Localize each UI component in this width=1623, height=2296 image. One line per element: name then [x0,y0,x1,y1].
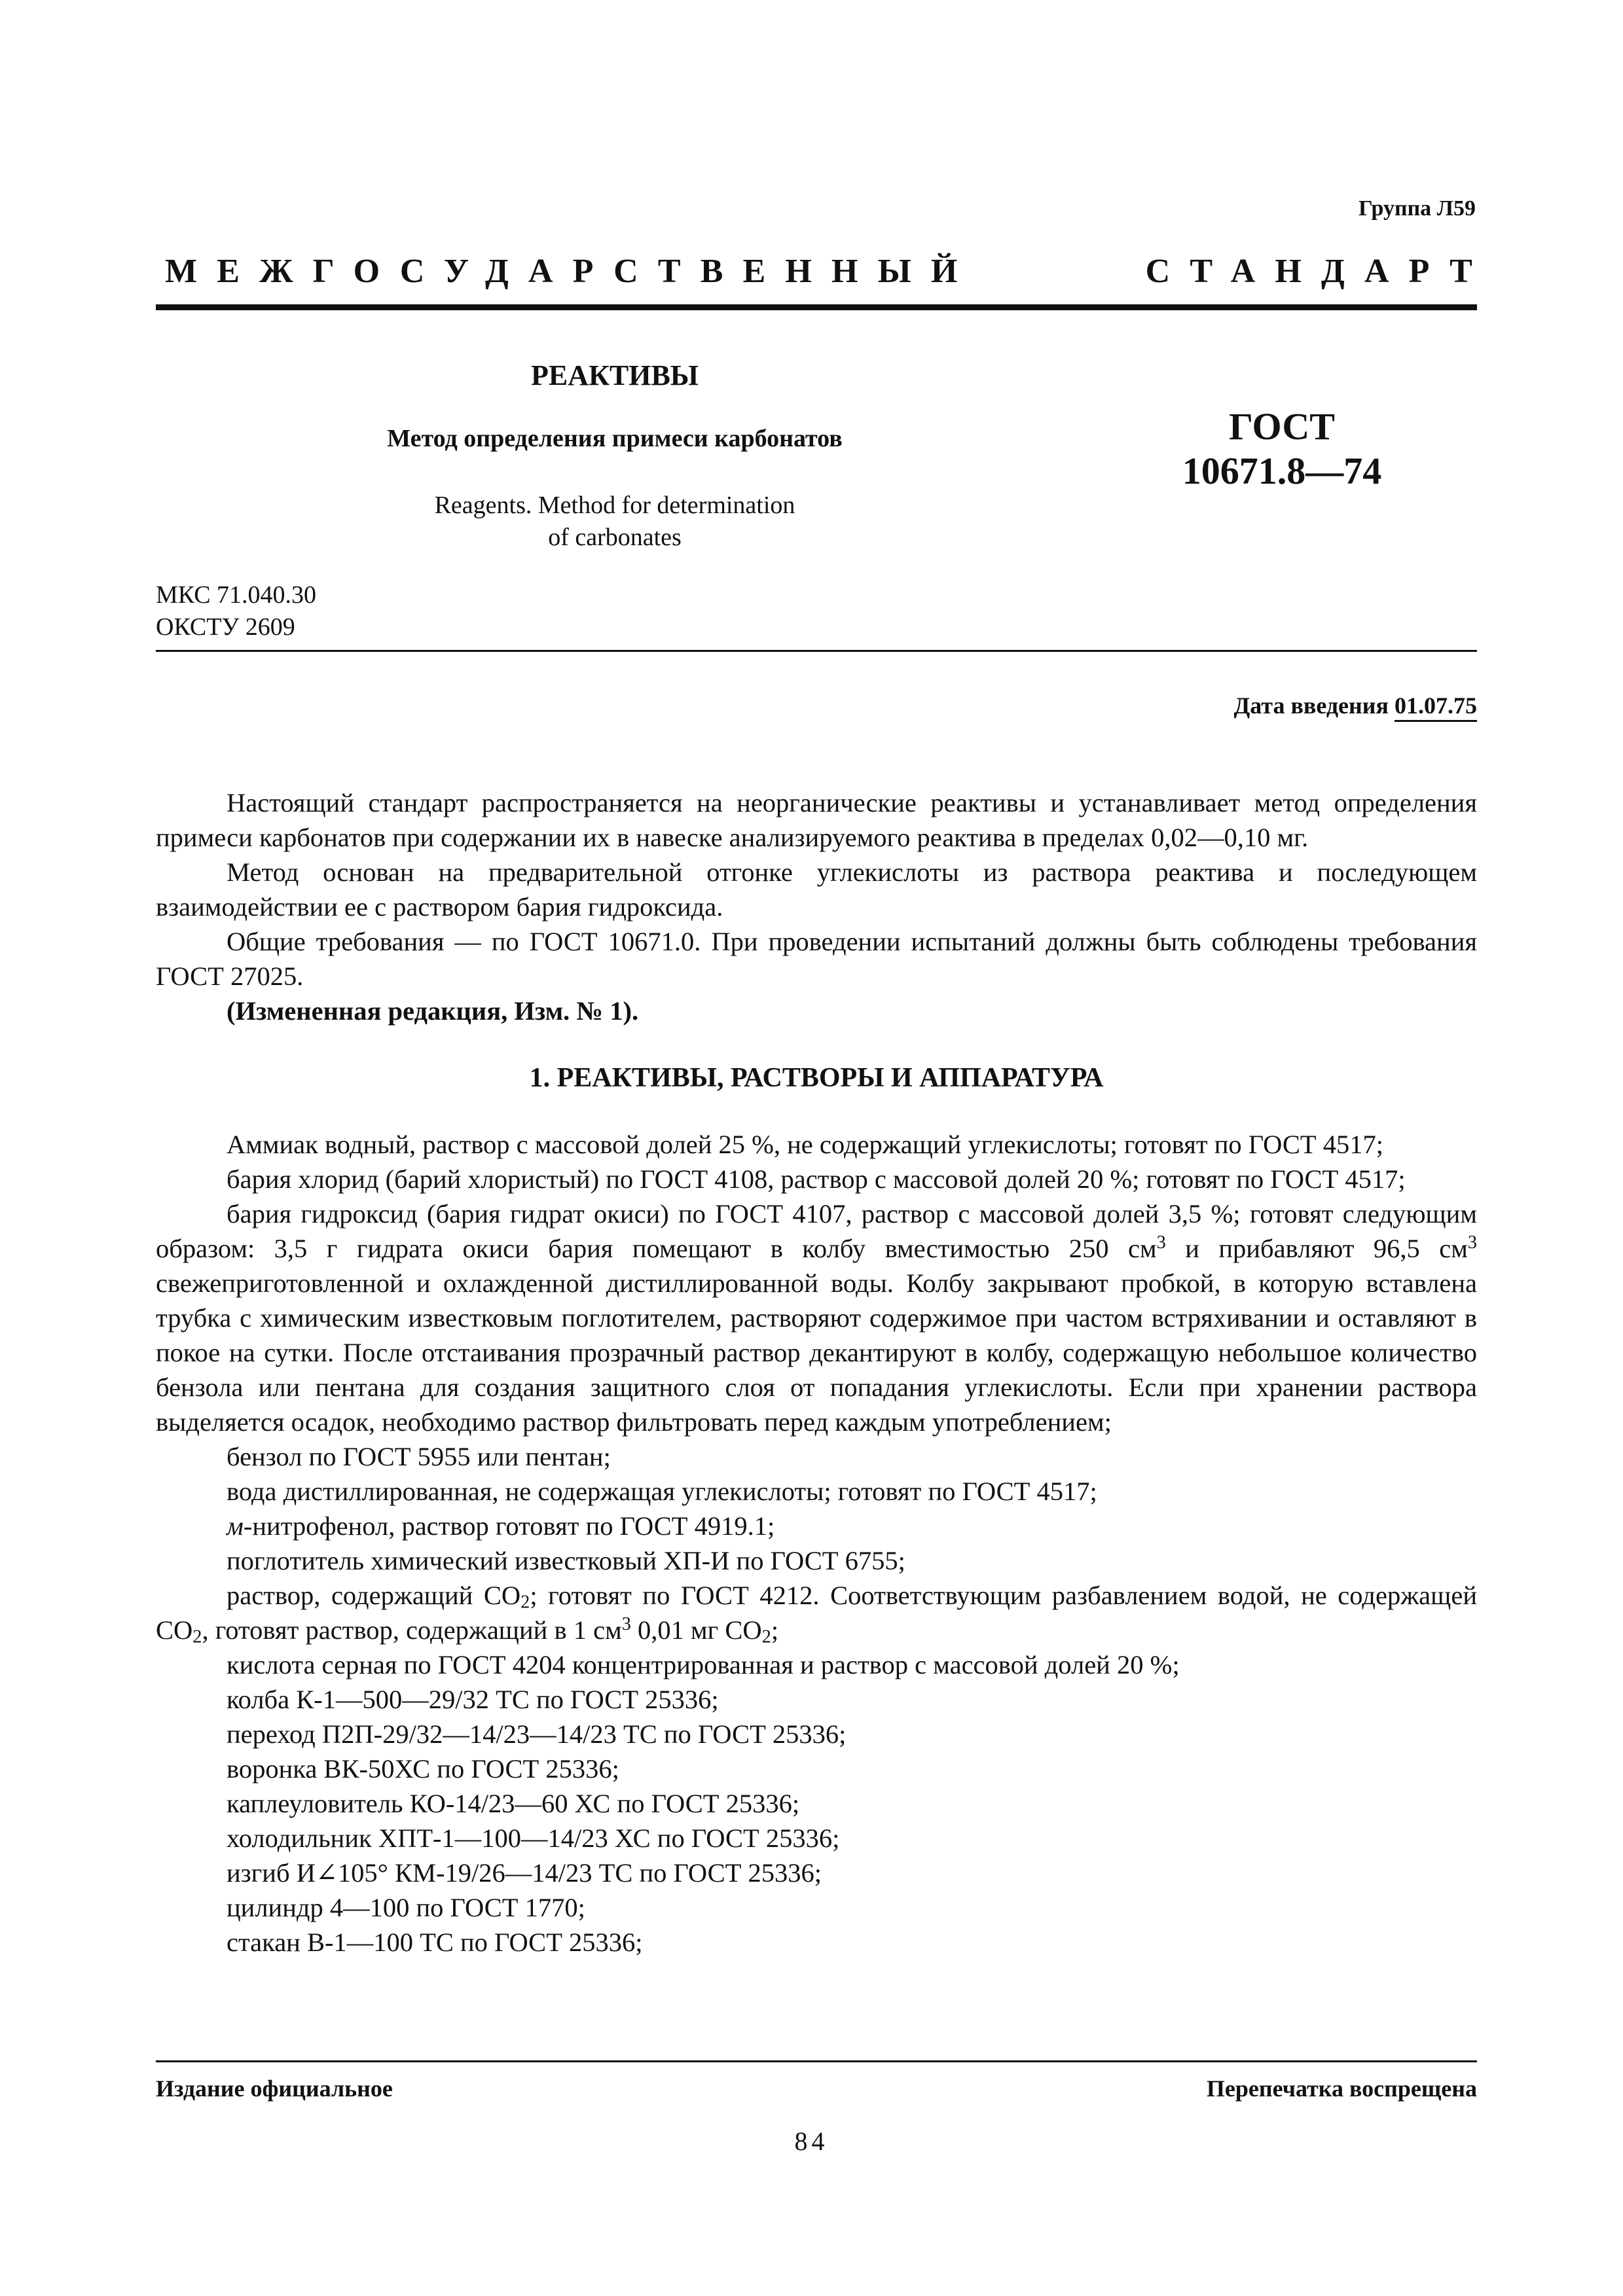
list-item: кислота серная по ГОСТ 4204 концентрированная и раствор с массовой долей 20 %; [227,1650,1180,1679]
superscript: 3 [1467,1232,1477,1253]
list-item: воронка ВК-50ХС по ГОСТ 25336; [227,1754,619,1784]
list-item: колба К-1—500—29/32 ТС по ГОСТ 25336; [227,1685,719,1714]
middle-rule [156,650,1477,652]
document-subtitle: Метод определения примеси карбонатов [387,425,843,452]
text-run: ; готовят по ГОСТ 4212. Соответствующим разбавлением водой, не содержащей СО [156,1581,1477,1645]
english-title-line2: of carbonates [548,523,682,551]
section-heading: 1. РЕАКТИВЫ, РАСТВОРЫ И АППАРАТУРА [529,1063,1104,1093]
text-run: ; [771,1615,779,1645]
interstate-heading: МЕЖГОСУДАРСТВЕННЫЙ [165,253,977,290]
list-item: Аммиак водный, раствор с массовой долей 25 %, не содержащий углекислоты; готовят по ГОСТ 4517; [227,1130,1384,1159]
list-item: холодильник ХПТ-1—100—14/23 ХС по ГОСТ 25336; [227,1823,840,1853]
subscript: 2 [192,1626,202,1647]
subscript: 2 [520,1592,530,1613]
text-run: раствор, содержащий СО [227,1581,521,1610]
superscript: 3 [1156,1232,1166,1253]
text-run: -нитрофенол, раствор готовят по ГОСТ 4919.1; [243,1511,775,1541]
document-body [156,785,1477,1960]
list-item: поглотитель химический известковый ХП-И по ГОСТ 6755; [227,1546,905,1575]
reprint-prohibited-label: Перепечатка воспрещена [1206,2075,1477,2102]
list-item: цилиндр 4—100 по ГОСТ 1770; [227,1893,585,1922]
text-run: , готовят раствор, содержащий в 1 см [202,1615,622,1645]
date-label: Дата введения [1233,692,1395,719]
gost-code: 10671.8—74 [1182,450,1382,493]
okstu-code: ОКСТУ 2609 [156,613,295,641]
standard-heading: СТАНДАРТ [1145,253,1492,290]
bottom-rule [156,2060,1477,2062]
list-item: изгиб И∠105° КМ-19/26—14/23 ТС по ГОСТ 25336; [227,1858,822,1888]
page-number: 84 [794,2126,829,2156]
text-run: бария гидроксид (бария гидрат окиси) по ГОСТ 4107, раствор с массовой долей 3,5 %; готовят следующим образом: 3,5 г гидрата окиси бария помещают в колбу вместимостью 250 см [156,1199,1477,1263]
group-label: Группа Л59 [1359,196,1476,221]
list-item: вода дистиллированная, не содержащая углекислоты; готовят по ГОСТ 4517; [227,1477,1097,1506]
date-value: 01.07.75 [1395,692,1477,722]
intro-paragraph-3: Общие требования — по ГОСТ 10671.0. При проведении испытаний должны быть соблюдены требования ГОСТ 27025. [156,927,1477,991]
list-item [156,1578,1477,1647]
list-item [156,1196,1477,1439]
list-item: стакан В-1—100 ТС по ГОСТ 25336; [227,1928,643,1957]
subscript: 2 [761,1626,771,1647]
official-edition-label: Издание официальное [156,2075,393,2102]
list-item: бензол по ГОСТ 5955 или пентан; [227,1442,611,1471]
list-item: каплеуловитель КО-14/23—60 ХС по ГОСТ 25336; [227,1789,800,1818]
english-title-line1: Reagents. Method for determination [434,492,795,519]
list-item: переход П2П-29/32—14/23—14/23 ТС по ГОСТ 25336; [227,1719,847,1749]
superscript: 3 [621,1613,631,1634]
gost-label: ГОСТ [1229,405,1335,448]
document-title: РЕАКТИВЫ [530,359,699,391]
gost-number [1087,404,1477,494]
text-run: 0,01 мг СО [630,1615,762,1645]
amendment-note: (Измененная редакция, Изм. № 1). [227,996,639,1026]
list-item [156,1509,1477,1543]
intro-paragraph-1: Настоящий стандарт распространяется на неорганические реактивы и устанавливает метод определения примеси карбонатов при содержании их в навеске анализируемого реактива в пределах 0,02—0,10 мг. [156,788,1477,852]
text-run: и прибавляют 96,5 см [1165,1234,1468,1263]
intro-paragraph-2: Метод основан на предварительной отгонке углекислоты из раствора реактива и последующем взаимодействии ее с раствором бария гидроксида. [156,857,1477,922]
classification-codes [156,579,316,644]
introduction-date [1234,692,1478,719]
italic-prefix: м [227,1511,244,1541]
top-rule [156,304,1477,310]
text-run: свежеприготовленной и охлажденной дистиллированной воды. Колбу закрывают пробкой, в которую вставлена трубка с химическим известковым поглотителем, растворяют содержимое при частом встряхивании и оставляют в покое на сутки. После отстаивания прозрачный раствор декантируют в колбу, содержащую небольшое количество бензола или пентана для создания защитного слоя от попадания углекислоты. Если при хранении раствора выделяется осадок, необходимо раствор фильтровать перед каждым употреблением; [156,1268,1477,1437]
mks-code: МКС 71.040.30 [156,581,317,609]
list-item: бария хлорид (барий хлористый) по ГОСТ 4108, раствор с массовой долей 20 %; готовят по ГОСТ 4517; [227,1164,1406,1194]
english-title [156,490,1074,553]
